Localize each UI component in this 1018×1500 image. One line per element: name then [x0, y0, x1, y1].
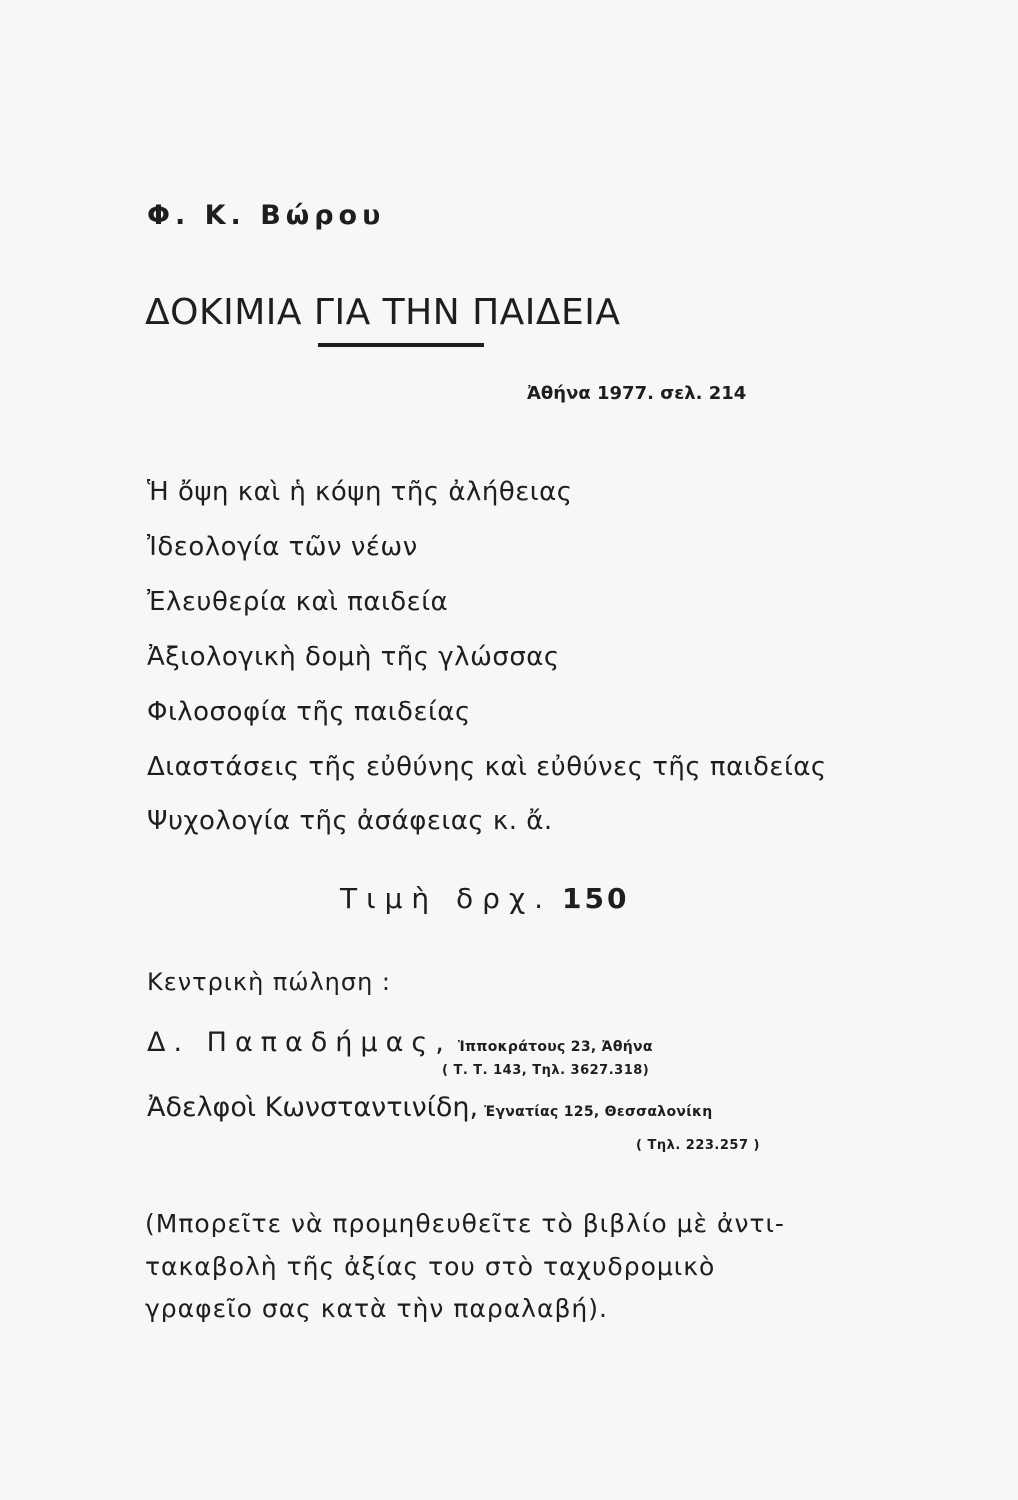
- note-line: (Μπορεῖτε νὰ προμηθευθεῖτε τὸ βιβλίο μὲ ἀντι-: [145, 1209, 785, 1238]
- seller-entry: [147, 1027, 653, 1058]
- seller-entry: [147, 1092, 712, 1123]
- note-line: γραφεῖο σας κατὰ τὴν παραλαβή).: [145, 1294, 608, 1323]
- price-amount: 150: [562, 882, 630, 915]
- seller-address: Ἱπποκράτους 23, Ἀθήνα: [457, 1039, 653, 1055]
- essay-title: Ψυχολογία τῆς ἀσάφειας κ. ἄ.: [147, 806, 553, 836]
- essay-title: Ἡ ὄψη καὶ ἡ κόψη τῆς ἀλήθειας: [147, 477, 573, 507]
- seller-extra: ( Τηλ. 223.257 ): [636, 1138, 760, 1153]
- essay-title: Ἀξιολογικὴ δομὴ τῆς γλώσσας: [147, 642, 560, 672]
- price-line: [340, 882, 629, 915]
- seller-name: Δ. Παπαδήμας,: [147, 1027, 452, 1058]
- essay-title: Φιλοσοφία τῆς παιδείας: [147, 697, 471, 727]
- seller-address: Ἐγνατίας 125, Θεσσαλονίκη: [484, 1104, 713, 1120]
- author-name: Φ. Κ. Βώρου: [147, 200, 386, 231]
- note-line: τακαβολὴ τῆς ἀξίας του στὸ ταχυδρομικὸ: [145, 1252, 716, 1281]
- essay-title: Ἰδεολογία τῶν νέων: [147, 532, 418, 562]
- publication-info: Ἀθήνα 1977. σελ. 214: [527, 383, 747, 404]
- seller-extra: ( Τ. Τ. 143, Τηλ. 3627.318): [442, 1063, 650, 1078]
- essay-title: Διαστάσεις τῆς εὐθύνης καὶ εὐθύνες τῆς παιδείας: [147, 752, 827, 782]
- price-label: Τιμὴ δρχ.: [340, 882, 553, 915]
- essay-title: Ἐλευθερία καὶ παιδεία: [147, 587, 449, 617]
- seller-name: Ἀδελφοὶ Κωνσταντινίδη,: [147, 1092, 479, 1123]
- central-sales-label: Κεντρικὴ πώληση :: [147, 968, 392, 996]
- book-title: ΔΟΚΙΜΙΑ ΓΙΑ ΤΗΝ ΠΑΙΔΕΙΑ: [145, 292, 621, 333]
- title-underline: [318, 343, 484, 347]
